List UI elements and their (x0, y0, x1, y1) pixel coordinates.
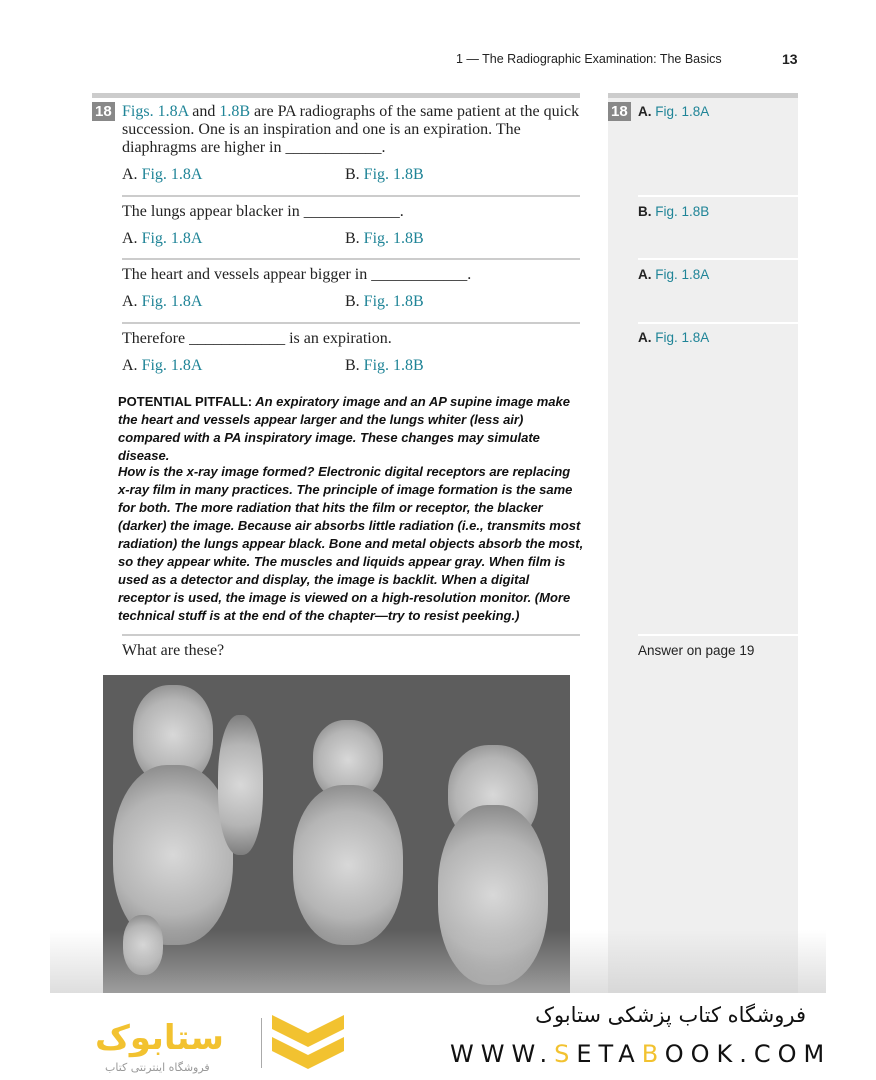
answer-number-badge: 18 (608, 102, 631, 121)
page-fade (50, 930, 826, 993)
figure-link[interactable]: Fig. 1.8B (655, 204, 710, 219)
figure-link[interactable]: Fig. 1.8B (363, 230, 424, 247)
figure-link[interactable]: Fig. 1.8A (141, 230, 203, 247)
divider (122, 258, 580, 260)
figure-link[interactable]: Fig. 1.8B (363, 293, 424, 310)
answer-top-rule (608, 93, 798, 98)
text: ETA (576, 1040, 642, 1068)
question-part-text: The heart and vessels appear bigger in ____________. (122, 266, 472, 283)
page-number: 13 (782, 51, 798, 67)
figure-link[interactable]: 1.8B (219, 103, 251, 120)
figure-link[interactable]: Fig. 1.8A (141, 293, 203, 310)
option-b[interactable] (345, 357, 424, 375)
footer-banner (0, 993, 876, 1080)
figure-link[interactable]: Fig. 1.8A (655, 267, 710, 282)
question-number-badge: 18 (92, 102, 115, 121)
question-part-text: The lungs appear blacker in ____________. (122, 203, 404, 220)
figure-link[interactable]: Fig. 1.8A (141, 357, 203, 374)
text: and (188, 103, 220, 120)
pitfall-text: An expiratory image and an AP supine image make the heart and vessels appear larger and the lungs whiter (less air) compared with a PA inspiratory image. These changes may simulate disease. (118, 394, 570, 463)
store-logo-text: ستابوک (95, 1018, 224, 1058)
option-a[interactable] (122, 293, 202, 311)
divider (261, 1018, 262, 1068)
running-title: 1 — The Radiographic Examination: The Basics (456, 52, 722, 66)
option-letter: B. (345, 357, 360, 374)
figure-link[interactable]: Fig. 1.8B (363, 357, 424, 374)
answer-letter: B. (638, 204, 652, 219)
answer-reference: Answer on page 19 (638, 643, 755, 658)
answer-item (638, 267, 709, 282)
store-logo-subtitle: فروشگاه اینترنتی کتاب (105, 1061, 210, 1074)
figure-link[interactable]: Fig. 1.8A (141, 166, 203, 183)
option-letter: B. (345, 230, 360, 247)
option-letter: B. (345, 293, 360, 310)
option-b[interactable] (345, 230, 424, 248)
divider (122, 634, 580, 636)
option-b[interactable] (345, 166, 424, 184)
figure-link[interactable]: Fig. 1.8A (655, 330, 710, 345)
option-letter: A. (122, 357, 138, 374)
answer-item (638, 104, 709, 119)
divider (122, 195, 580, 197)
answer-letter: A. (638, 330, 652, 345)
option-b[interactable] (345, 293, 424, 311)
store-logo-icon (272, 1015, 344, 1073)
text: OOK.COM (664, 1040, 832, 1068)
option-a[interactable] (122, 357, 202, 375)
option-a[interactable] (122, 230, 202, 248)
option-letter: A. (122, 166, 138, 183)
divider (638, 195, 798, 197)
answer-letter: A. (638, 267, 652, 282)
option-a[interactable] (122, 166, 202, 184)
question-intro (122, 103, 582, 157)
explanation-text: How is the x-ray image formed? Electronic digital receptors are replacing x-ray film in many practices. The principle of image formation is the same for both. The more radiation that hits the film or receptor, the blacker (darker) the image. Because air absorbs little radiation (i.e., transmits most radiation) the lungs appear black. Bone and metal objects absorb the most, so they appear white. The muscles and liquids appear gray. When film is used as a detector and display, the image is backlit. When a digital receptor is used, the image is viewed on a high-resolution monitor. (More technical stuff is at the end of the chapter—try to resist peeking.) (118, 464, 584, 623)
question-part-text: Therefore ____________ is an expiration. (122, 330, 392, 347)
answer-item (638, 330, 709, 345)
store-name: فروشگاه کتاب پزشکی ستابوک (535, 1003, 806, 1027)
divider (638, 322, 798, 324)
divider (122, 322, 580, 324)
potential-pitfall (118, 393, 584, 465)
next-question: What are these? (122, 642, 225, 659)
divider (638, 634, 798, 636)
figure-link[interactable]: Fig. 1.8B (363, 166, 424, 183)
answer-letter: A. (638, 104, 652, 119)
option-letter: A. (122, 293, 138, 310)
text: S (554, 1040, 577, 1068)
answer-item (638, 204, 709, 219)
figure-link[interactable]: Fig. 1.8A (655, 104, 710, 119)
option-letter: A. (122, 230, 138, 247)
answer-column (608, 93, 798, 993)
pitfall-label: POTENTIAL PITFALL: (118, 394, 253, 409)
text: are PA radiographs of the same patient at the quick succession. One is an inspiration and one is an expiration. The diaphragms are higher in ____________. (122, 103, 580, 156)
text: WWW. (450, 1040, 555, 1068)
question-top-rule (92, 93, 580, 98)
option-letter: B. (345, 166, 360, 183)
divider (638, 258, 798, 260)
figure-link[interactable]: Figs. 1.8A (122, 103, 189, 120)
text: B (641, 1040, 665, 1068)
store-url[interactable] (450, 1040, 831, 1068)
